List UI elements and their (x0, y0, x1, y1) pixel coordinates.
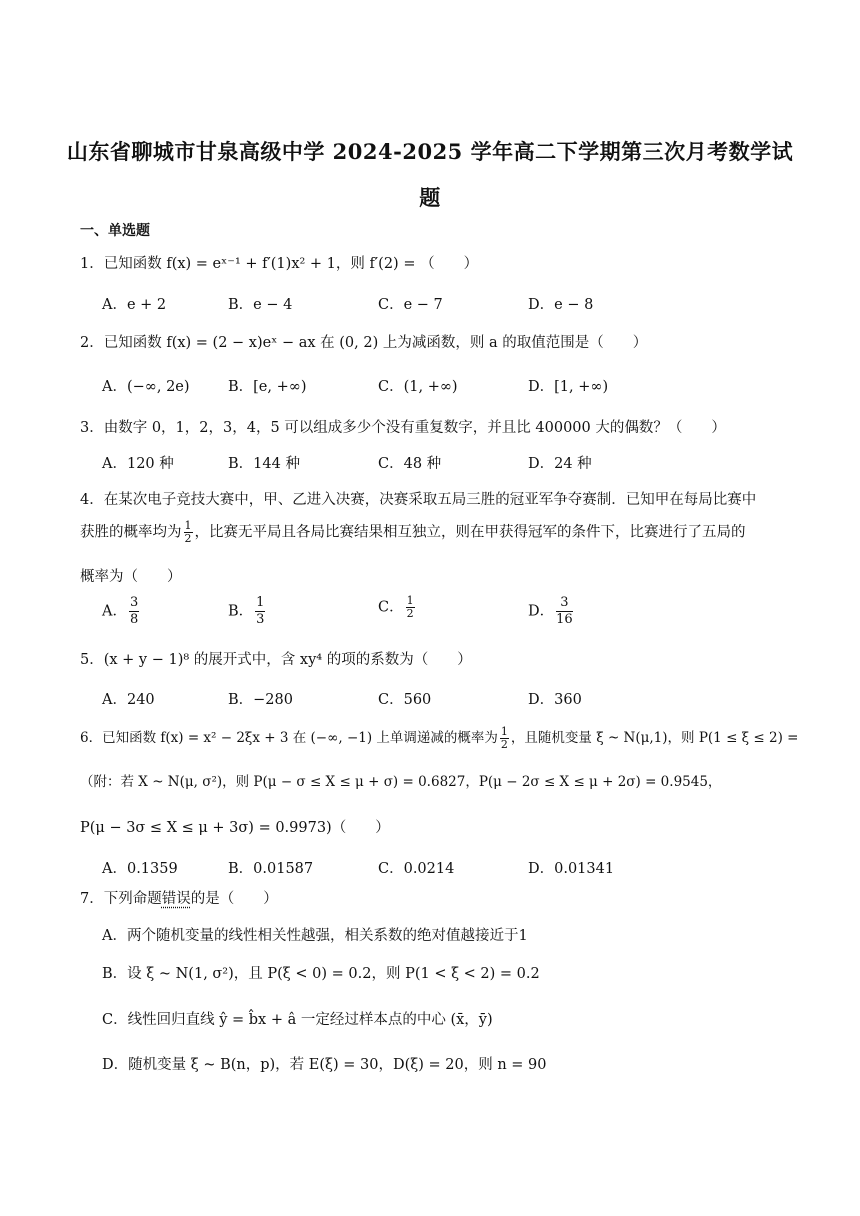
question-5-stem: 5．(x + y − 1)⁸ 的展开式中，含 xy⁴ 的项的系数为（ ） (80, 652, 472, 668)
option-c: C．48 种 (378, 456, 442, 472)
question-6-stem-line1 (80, 725, 799, 751)
question-4-stem-line3: 概率为（ ） (80, 569, 182, 585)
option-a: A．120 种 (102, 456, 174, 472)
option-d: D．24 种 (528, 456, 592, 472)
option-b: B．0.01587 (228, 861, 314, 877)
option-d: D．360 (528, 692, 582, 708)
question-4-stem-line1: 4．在某次电子竞技大赛中，甲、乙进入决赛，决赛采取五局三胜的冠亚军争夺赛制．已知甲在每局比赛中 (80, 492, 757, 508)
option-c: C．(1, +∞) (378, 379, 458, 395)
option-a: A． $\frac{3}{8}$ (102, 595, 139, 627)
question-6-text-b: ，且随机变量 ξ ~ N(μ,1)，则 P(1 ≤ ξ ≤ 2) = (510, 730, 799, 746)
question-2-stem: 2．已知函数 f(x) = (2 − x)eˣ − ax 在 (0, 2) 上为减函数，则 a 的取值范围是（ ） (80, 335, 648, 351)
question-3-stem: 3．由数字 0，1，2，3，4，5 可以组成多少个没有重复数字，并且比 400000 大的偶数？（ ） (80, 420, 726, 436)
question-7-option-b: B．设 ξ ~ N(1, σ²)，且 P(ξ < 0) = 0.2，则 P(1 < ξ < 2) = 0.2 (102, 966, 540, 982)
option-c: C．e − 7 (378, 297, 443, 313)
question-1-stem: 1．已知函数 f(x) = eˣ⁻¹ + f′(1)x² + 1，则 f′(2) = （ ） (80, 256, 479, 272)
option-d-fraction: $\frac{3}{16}$ (556, 595, 573, 627)
option-c: C． $\frac{1}{2}$ (378, 594, 414, 620)
option-d: D．[1, +∞) (528, 379, 609, 395)
question-6-stem-line3: P(μ − 3σ ≤ X ≤ μ + 3σ) = 0.9973)（ ） (80, 820, 390, 836)
question-4-stem-line2 (80, 520, 780, 545)
emphasis-error: 错误 (161, 891, 191, 907)
option-b: B．144 种 (228, 456, 300, 472)
option-b: B．−280 (228, 692, 293, 708)
question-6-text-a: 6．已知函数 f(x) = x² − 2ξx + 3 在 (−∞, −1) 上单调递减的概率为 (80, 730, 498, 746)
option-d: D．0.01341 (528, 861, 615, 877)
option-b: B．e − 4 (228, 297, 293, 313)
option-a: A．(−∞, 2e) (102, 379, 190, 395)
option-a-fraction: $\frac{3}{8}$ (129, 595, 139, 627)
option-a: A．0.1359 (102, 861, 178, 877)
option-a: A．240 (102, 692, 155, 708)
option-d: D．e − 8 (528, 297, 594, 313)
question-4-text-a: 获胜的概率均为 (80, 524, 182, 541)
exam-title-line1: 山东省聊城市甘泉高级中学 2024-2025 学年高二下学期第三次月考数学试 (66, 139, 794, 164)
question-4-text-b: ，比赛无平局且各局比赛结果相互独立，则在甲获得冠军的条件下，比赛进行了五局的 (194, 524, 746, 541)
fraction-one-half: $\frac{1}{2}$ (184, 519, 192, 545)
question-7-option-c: C．线性回归直线 ŷ = b̂x + â 一定经过样本点的中心 (x̄，ȳ) (102, 1012, 493, 1028)
question-7-option-d: D．随机变量 ξ ~ B(n，p)，若 E(ξ) = 30，D(ξ) = 20，则 n = 90 (102, 1057, 547, 1073)
option-b: B．[e, +∞) (228, 379, 307, 395)
option-b-fraction: $\frac{1}{3}$ (256, 595, 265, 627)
option-b: B． $\frac{1}{3}$ (228, 595, 265, 627)
option-d: D． $\frac{3}{16}$ (528, 595, 573, 627)
option-a: A．e + 2 (102, 297, 167, 313)
option-c: C．0.0214 (378, 861, 455, 877)
question-7-option-a: A．两个随机变量的线性相关性越强，相关系数的绝对值越接近于1 (102, 928, 528, 944)
option-c: C．560 (378, 692, 432, 708)
exam-title-line2: 题 (419, 185, 441, 210)
fraction-one-half: $\frac{1}{2}$ (500, 725, 508, 751)
question-6-stem-line2: （附：若 X ~ N(μ, σ²)，则 P(μ − σ ≤ X ≤ μ + σ) = 0.6827，P(μ − 2σ ≤ X ≤ μ + 2σ) = 0.9545， (80, 774, 722, 790)
question-7-stem: 7．下列命题错误的是（ ） (80, 891, 278, 907)
section-heading: 一、单选题 (80, 223, 150, 239)
option-c-fraction: $\frac{1}{2}$ (406, 594, 414, 620)
